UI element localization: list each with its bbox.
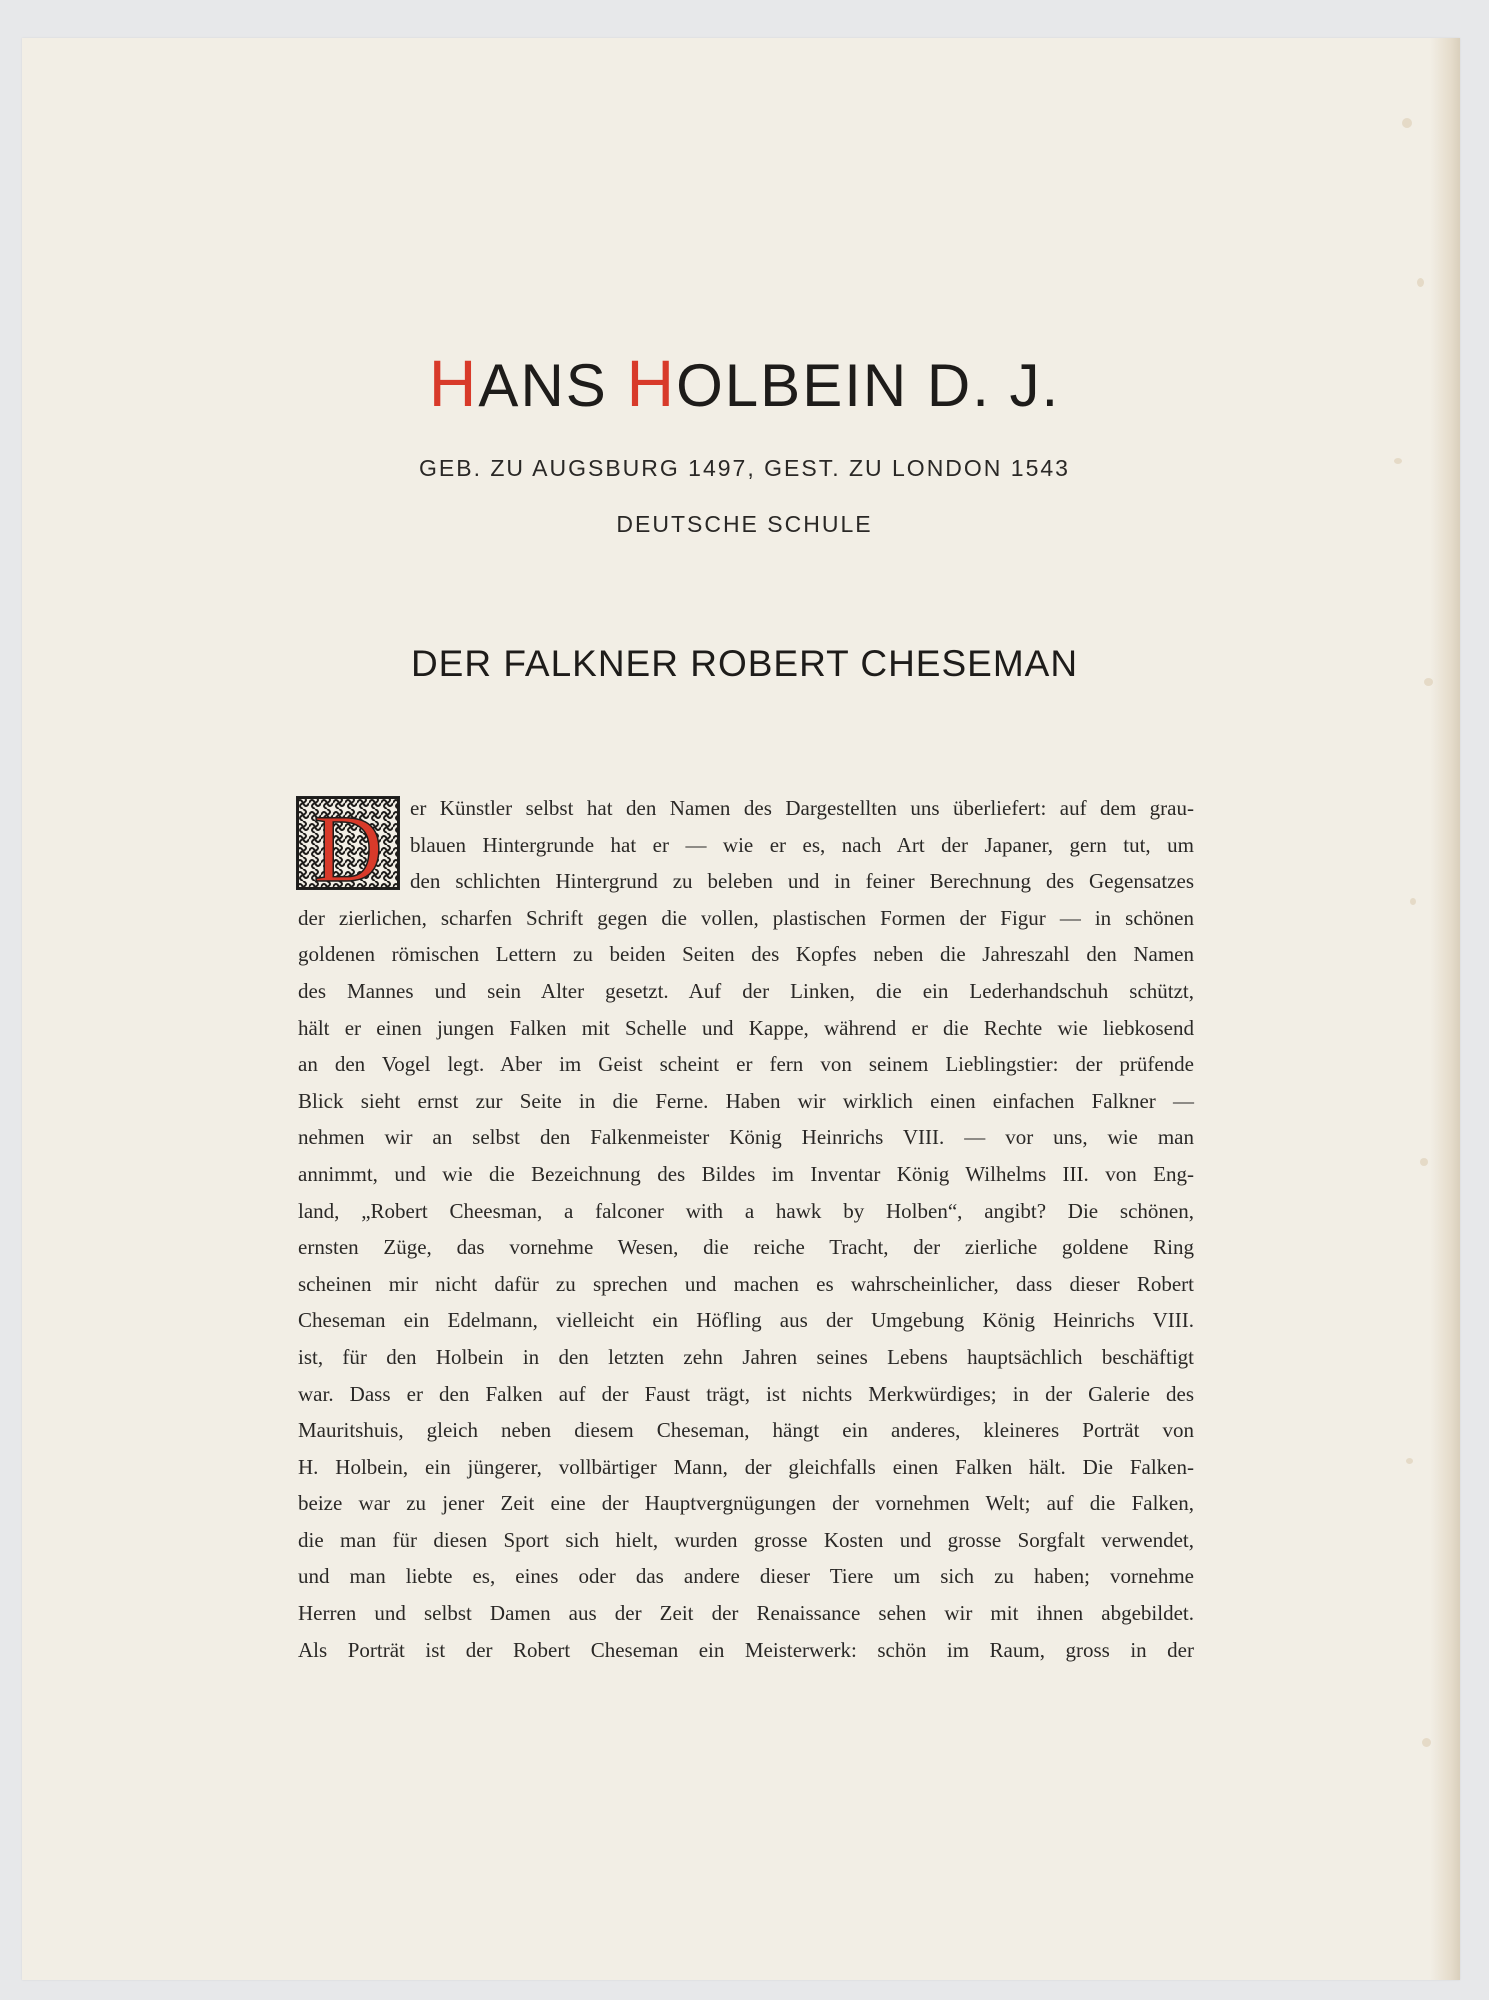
body-line: war. Dass er den Falken auf der Faust trägt, ist nichts Merkwürdiges; in der Galerie des xyxy=(298,1381,1194,1406)
body-line: beize war zu jener Zeit eine der Hauptvergnügungen der vornehmen Welt; auf die Falken, xyxy=(298,1491,1194,1516)
body-line: die man für diesen Sport sich hielt, wurden grosse Kosten und grosse Sorgfalt verwendet, xyxy=(298,1527,1194,1552)
title-text-part: ANS xyxy=(478,352,627,419)
body-line: H. Holbein, ein jüngerer, vollbärtiger Mann, der gleichfalls einen Falken hält. Die Falken- xyxy=(298,1454,1194,1479)
body-line: der zierlichen, scharfen Schrift gegen die vollen, plastischen Formen der Figur — in schönen xyxy=(298,905,1194,930)
foxing-spot xyxy=(1410,898,1416,905)
body-line: hält er einen jungen Falken mit Schelle und Kappe, während er die Rechte wie liebkosend xyxy=(298,1015,1194,1040)
body-line: Cheseman ein Edelmann, vielleicht ein Höfling aus der Umgebung König Heinrichs VIII. xyxy=(298,1308,1194,1333)
body-line: Blick sieht ernst zur Seite in die Ferne. Haben wir wirklich einen einfachen Falkner — xyxy=(298,1088,1194,1113)
life-dates: GEB. ZU AUGSBURG 1497, GEST. ZU LONDON 1543 xyxy=(419,455,1070,481)
artist-name-heading xyxy=(0,346,1489,420)
body-line: Als Porträt ist der Robert Cheseman ein Meisterwerk: schön im Raum, gross in der xyxy=(298,1637,1194,1662)
body-line: Herren und selbst Damen aus der Zeit der Renaissance sehen wir mit ihnen abgebildet. xyxy=(298,1601,1194,1626)
body-line: ist, für den Holbein in den letzten zehn Jahren seines Lebens hauptsächlich beschäftigt xyxy=(298,1344,1194,1369)
body-line: land, „Robert Cheesman, a falconer with a hawk by Holben“, angibt? Die schönen, xyxy=(298,1198,1194,1223)
title-initial-h: H xyxy=(626,346,677,420)
foxing-spot xyxy=(1422,1738,1431,1747)
body-line: nehmen wir an selbst den Falkenmeister König Heinrichs VIII. — vor uns, wie man xyxy=(298,1125,1194,1150)
body-line: und man liebte es, eines oder das andere dieser Tiere um sich zu haben; vornehme xyxy=(298,1564,1194,1589)
school-label: DEUTSCHE SCHULE xyxy=(616,511,873,537)
foxing-spot xyxy=(1402,118,1412,128)
body-line: den schlichten Hintergrund zu beleben und in feiner Berechnung des Gegensatzes xyxy=(410,869,1194,894)
body-line: er Künstler selbst hat den Namen des Dargestellten uns überliefert: auf dem grau- xyxy=(410,796,1194,820)
dropcap-letter: D xyxy=(313,797,383,889)
body-line: Mauritshuis, gleich neben diesem Cheseman, hängt ein anderes, kleineres Porträt von xyxy=(298,1418,1194,1443)
body-line: an den Vogel legt. Aber im Geist scheint er fern von seinem Lieblingstier: der prüfende xyxy=(298,1052,1194,1077)
body-line: annimmt, und wie die Bezeichnung des Bildes im Inventar König Wilhelms III. von Eng- xyxy=(298,1161,1194,1186)
body-line: des Mannes und sein Alter gesetzt. Auf der Linken, die ein Lederhandschuh schützt, xyxy=(298,978,1194,1003)
title-text-part: OLBEIN D. J. xyxy=(676,352,1061,419)
body-text xyxy=(298,790,1194,1668)
title-initial-h: H xyxy=(428,346,479,420)
body-line: ernsten Züge, das vornehme Wesen, die reiche Tracht, der zierliche goldene Ring xyxy=(298,1235,1194,1260)
body-line: blauen Hintergrunde hat er — wie er es, nach Art der Japaner, gern tut, um xyxy=(410,832,1194,857)
body-line: scheinen mir nicht dafür zu sprechen und machen es wahrscheinlicher, dass dieser Robert xyxy=(298,1271,1194,1296)
paper-edge xyxy=(1430,38,1460,1980)
ornamental-dropcap xyxy=(296,796,400,890)
dropcap-ornament-icon xyxy=(297,797,399,889)
foxing-spot xyxy=(1417,278,1424,287)
foxing-spot xyxy=(1406,1458,1413,1464)
foxing-spot xyxy=(1420,1158,1428,1166)
artwork-title: DER FALKNER ROBERT CHESEMAN xyxy=(410,643,1079,684)
body-line: goldenen römischen Lettern zu beiden Seiten des Kopfes neben die Jahreszahl den Namen xyxy=(298,942,1194,967)
